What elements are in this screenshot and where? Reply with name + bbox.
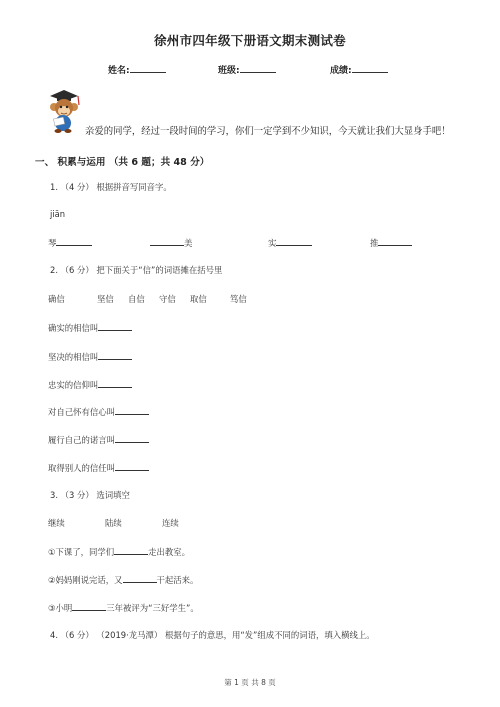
answer-blank[interactable] [72, 601, 106, 611]
answer-blank[interactable] [378, 236, 412, 246]
question-2-header: 2. （6 分） 把下面关于“信”的词语摊在括号里 [50, 265, 223, 275]
fill-line [48, 405, 149, 418]
greeting-text: 亲爱的同学，经过一段时间的学习，你们一定学到不少知识，今天就让我们大显身手吧！ [85, 126, 451, 137]
word-option: 取信 [190, 294, 207, 304]
class-field [218, 63, 276, 76]
question-3-header: 3. （3 分） 选词填空 [50, 490, 130, 500]
name-field [108, 63, 166, 76]
word-option: 自信 [128, 294, 145, 304]
sentence-line [48, 573, 198, 586]
sentence-line [48, 601, 199, 614]
item-text: 美 [184, 238, 193, 248]
class-label: 班级: [218, 66, 240, 76]
question-1-item [150, 236, 192, 249]
sentence-text: ①下课了，同学们 [48, 547, 115, 557]
name-blank[interactable] [130, 63, 166, 73]
word-option: 坚信 [97, 294, 114, 304]
question-1-item [48, 236, 92, 249]
item-text: 推 [370, 238, 379, 248]
answer-blank[interactable] [98, 350, 132, 360]
sentence-text: ③小明 [48, 603, 73, 613]
question-4-header: 4. （6 分） （2019·龙马潭） 根据句子的意思，用“发”组成不同的词语，填入横线上。 [50, 630, 375, 640]
fill-line [48, 378, 132, 391]
exam-title: 徐州市四年级下册语文期末测试卷 [153, 33, 346, 48]
answer-blank[interactable] [150, 236, 184, 246]
fill-text: 履行自己的诺言叫 [48, 435, 115, 445]
section-1-heading: 一、 积累与运用 （共 6 题；共 48 分） [35, 157, 210, 168]
sentence-line [48, 545, 190, 558]
word-option: 守信 [159, 294, 176, 304]
fill-line [48, 433, 149, 446]
class-blank[interactable] [240, 63, 276, 73]
score-blank[interactable] [352, 63, 388, 73]
answer-blank[interactable] [115, 433, 149, 443]
answer-blank[interactable] [123, 573, 157, 583]
score-label: 成绩: [330, 66, 352, 76]
sentence-text: 走出教室。 [148, 547, 191, 557]
answer-blank[interactable] [98, 378, 132, 388]
name-label: 姓名: [108, 66, 130, 76]
word-option: 笃信 [230, 294, 247, 304]
fill-text: 坚决的相信叫 [48, 352, 99, 362]
mascot-monkey-icon [42, 88, 84, 134]
word-option: 继续 [48, 518, 65, 528]
answer-blank[interactable] [276, 236, 312, 246]
answer-blank[interactable] [115, 405, 149, 415]
item-text: 实 [268, 238, 277, 248]
fill-text: 忠实的信仰叫 [48, 380, 99, 390]
answer-blank[interactable] [56, 236, 92, 246]
score-field [330, 63, 388, 76]
question-1-pinyin: jiān [50, 209, 66, 219]
fill-text: 确实的相信叫 [48, 323, 99, 333]
answer-blank[interactable] [98, 321, 132, 331]
page-footer: 第 1 页 共 8 页 [224, 678, 276, 687]
fill-text: 取得别人的信任叫 [48, 463, 115, 473]
sentence-text: 干起活来。 [156, 575, 199, 585]
answer-blank[interactable] [114, 545, 148, 555]
answer-blank[interactable] [115, 461, 149, 471]
question-1-item [370, 236, 412, 249]
fill-line [48, 350, 132, 363]
fill-line [48, 321, 132, 334]
word-option: 陆续 [105, 518, 122, 528]
question-1-header: 1. （4 分） 根据拼音写同音字。 [50, 182, 172, 192]
question-1-item [268, 236, 312, 249]
sentence-text: 三年被评为“三好学生”。 [106, 603, 199, 613]
word-option: 确信 [48, 294, 65, 304]
fill-line [48, 461, 149, 474]
word-option: 连续 [162, 518, 179, 528]
sentence-text: ②妈妈刚说完话，又 [48, 575, 123, 585]
fill-text: 对自己怀有信心叫 [48, 407, 115, 417]
item-text: 琴 [48, 238, 57, 248]
